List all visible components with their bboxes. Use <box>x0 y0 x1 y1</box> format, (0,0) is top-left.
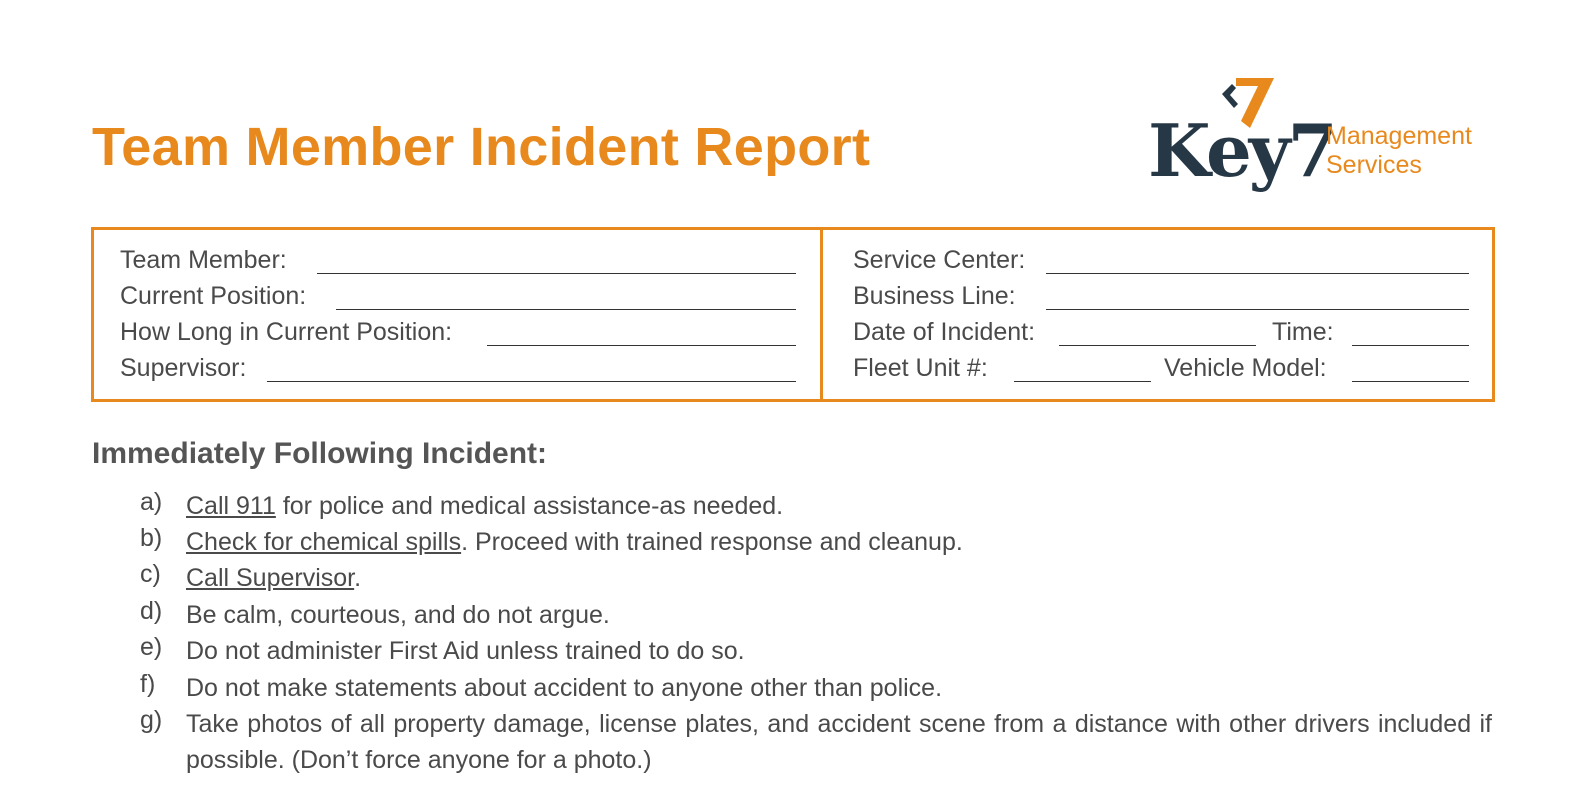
field-label: Supervisor: <box>120 354 247 382</box>
field-label: Fleet Unit #: <box>853 354 988 382</box>
current-position-input-line[interactable] <box>336 309 796 310</box>
vehicle-model-input-line[interactable] <box>1352 381 1469 382</box>
list-item-text: Do not make statements about accident to anyone other than police. <box>186 674 943 702</box>
field-current-position <box>120 282 796 312</box>
field-label: Current Position: <box>120 282 307 310</box>
company-logo <box>1148 78 1508 198</box>
list-marker: g) <box>140 706 163 734</box>
field-service-center <box>853 246 1469 276</box>
how-long-input-line[interactable] <box>487 345 796 346</box>
logo-subtitle-line1: Management <box>1326 122 1472 150</box>
list-item-text <box>186 524 1492 560</box>
field-label: Date of Incident: <box>853 318 1036 346</box>
list-item-rest: for police and medical assistance-as needed. <box>275 492 784 520</box>
call-911-link[interactable]: Call 911 <box>186 492 276 520</box>
time-input-line[interactable] <box>1352 345 1469 346</box>
field-fleet-vehicle <box>853 354 1469 384</box>
field-label: Service Center: <box>853 246 1026 274</box>
field-supervisor <box>120 354 796 384</box>
list-item-text: Be calm, courteous, and do not argue. <box>186 601 610 629</box>
list-item-text: Do not administer First Aid unless trained to do so. <box>186 637 745 665</box>
service-center-input-line[interactable] <box>1046 273 1469 274</box>
supervisor-input-line[interactable] <box>267 381 796 382</box>
logo-wordmark: Key7 <box>1148 108 1335 193</box>
field-label: Time: <box>1272 318 1334 346</box>
list-item-text <box>186 488 1492 524</box>
field-label: Business Line: <box>853 282 1016 310</box>
incident-info-box <box>91 227 1495 402</box>
team-member-input-line[interactable] <box>317 273 796 274</box>
field-label: Team Member: <box>120 246 287 274</box>
logo-subtitle <box>1326 122 1472 180</box>
list-marker: b) <box>140 524 163 552</box>
field-label: How Long in Current Position: <box>120 318 453 346</box>
info-box-divider <box>820 230 823 399</box>
list-item-text: Take photos of all property damage, license plates, and accident scene from a distance with other drivers included if possible. (Don’t force anyone for a photo.) <box>186 710 1492 774</box>
date-of-incident-input-line[interactable] <box>1059 345 1256 346</box>
page-title: Team Member Incident Report <box>92 117 871 177</box>
list-marker: c) <box>140 560 161 588</box>
field-business-line <box>853 282 1469 312</box>
list-marker: f) <box>140 670 156 698</box>
list-item-rest: . Proceed with trained response and cleanup. <box>461 528 963 556</box>
field-how-long <box>120 318 796 348</box>
field-date-time <box>853 318 1469 348</box>
list-item-rest: . <box>354 564 362 592</box>
check-chemical-spills-link[interactable]: Check for chemical spills <box>186 528 462 556</box>
business-line-input-line[interactable] <box>1046 309 1469 310</box>
list-marker: a) <box>140 488 163 516</box>
list-marker: d) <box>140 597 163 625</box>
fleet-unit-input-line[interactable] <box>1014 381 1151 382</box>
field-label: Vehicle Model: <box>1164 354 1327 382</box>
logo-subtitle-line2: Services <box>1326 151 1422 179</box>
call-supervisor-link[interactable]: Call Supervisor <box>186 564 355 592</box>
list-item-text <box>186 560 1492 596</box>
section-heading: Immediately Following Incident: <box>92 437 548 470</box>
list-marker: e) <box>140 633 163 661</box>
field-team-member <box>120 246 796 276</box>
